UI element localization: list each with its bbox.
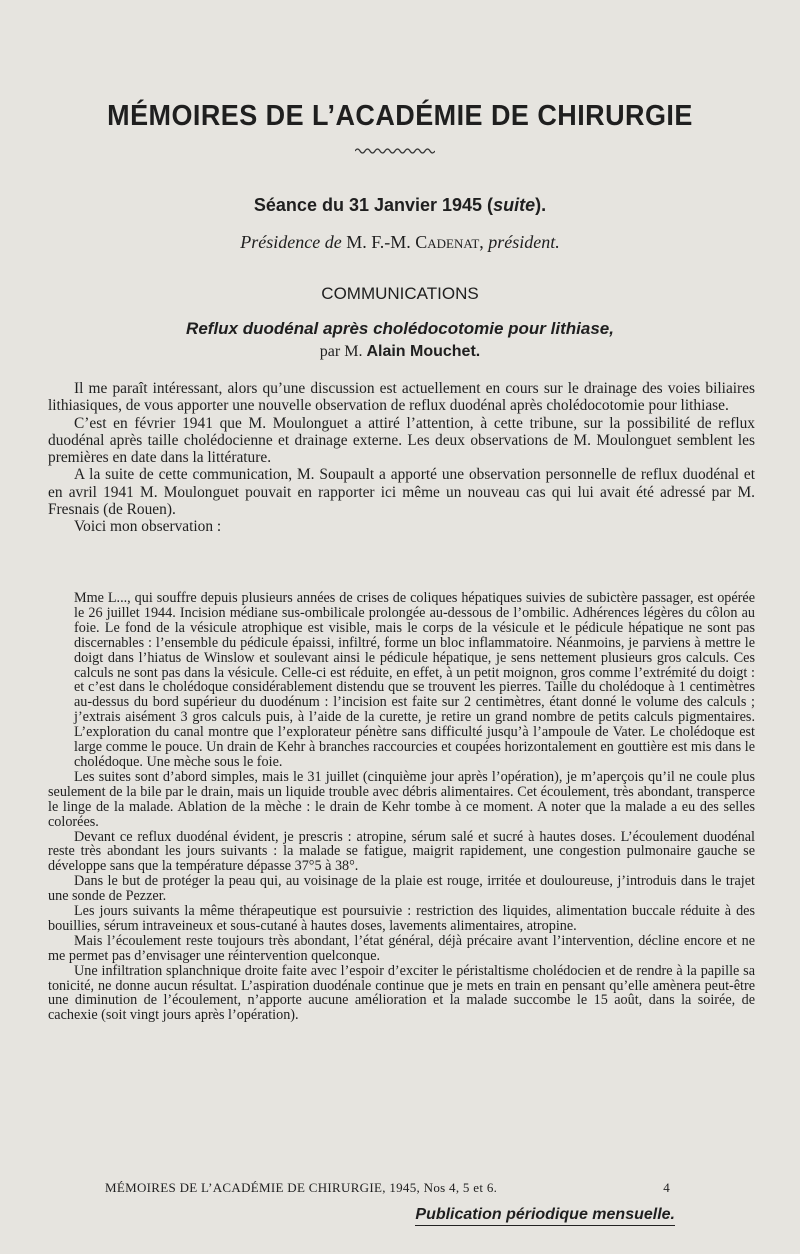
observation-paragraph: Dans le but de protéger la peau qui, au voisinage de la plaie est rouge, irritée et douloureuse, j’introduis dans le trajet une sonde de Pezzer. xyxy=(48,873,755,905)
journal-title: MÉMOIRES DE L’ACADÉMIE DE CHIRURGIE xyxy=(107,100,693,132)
session-date: Séance du 31 Janvier 1945 ( xyxy=(253,195,494,215)
byline-prefix: par M. xyxy=(319,343,363,360)
observation-paragraph: Mme L..., qui souffre depuis plusieurs années de crises de coliques hépatiques suivies de subictère passager, est opérée le 26 juillet 1944. Incision médiane sus-ombilicale prolongée au-dessous de l’ombilic. Adhérences légères du côlon au foie. Le fond de la vésicule atrophique est visible, mais le corps de la vésicule et le pédicule hépatique ne sont pas discernables : l’ensemble du pédicule épaissi, infiltré, forme un bloc inflammatoire. Néanmoins, je parviens à mettre le doigt dans l’hiatus de Winslow et soulevant ainsi le pédicule hépatique, je sens nettement plusieurs gros calculs. Ces calculs ne sont pas dans la vésicule. Celle-ci est réduite, en effet, à un petit moignon, gros comme l’extrémité du doigt : et c’est dans le cholédoque considérablement distendu que se trouvent les pierres. Taille du cholédoque à 1 centimètres au-dessus du bord supérieur du duodénum : l’incision est faite sur 2 centimètres, étant donné le volume des calculs ; j’extrais aisément 3 gros calculs puis, à l’aide de la curette, je retire un grand nombre de petits calculs pigmentaires. L’exploration du canal montre que l’explorateur pénètre sans difficulté jusqu’à l’ampoule de Vater. Le cholédoque est large comme le pouce. Un drain de Kehr à branches raccourcies et coupées horizontalement en gouttière est mis dans le cholédoque. Une mèche sous le foie. xyxy=(74,590,755,770)
footer-citation-line xyxy=(105,1180,670,1196)
byline xyxy=(0,343,800,361)
section-heading: COMMUNICATIONS xyxy=(321,284,479,303)
president-surname: Cadenat xyxy=(415,232,480,252)
intro-paragraph: Voici mon observation : xyxy=(74,518,222,536)
observation-paragraph: Une infiltration splanchnique droite faite avec l’espoir d’exciter le péristaltisme cholédocien et de rendre à la papille sa tonicité, ne donne aucun résultat. L’aspiration duodénale continue que je mets en train en pensant qu’elle amènera peut-être une diminution de l’écoulement, n’apporte aucune amélioration et la malade succombe le 15 août, dans la soirée, de cachexie (soit vingt jours après l’opération). xyxy=(48,962,755,1024)
footer-citation: MÉMOIRES DE L’ACADÉMIE DE CHIRURGIE, 1945, Nos 4, 5 et 6. xyxy=(105,1180,498,1195)
intro-paragraph: C’est en février 1941 que M. Moulonguet a attiré l’attention, à cette tribune, sur la possibilité de reflux duodénal après taille cholédocienne et drainage externe. Les deux observations de M. Moulonguet semblent les premières en date dans la littérature. xyxy=(48,414,755,467)
president-title: président. xyxy=(488,232,560,252)
page-number: 4 xyxy=(663,1180,670,1195)
wavy-ornament xyxy=(355,146,435,156)
article-title: Reflux duodénal après cholédocotomie pour lithiase, xyxy=(186,319,614,338)
session-close: ). xyxy=(535,195,547,215)
observation-paragraph: Les jours suivants la même thérapeutique est poursuivie : restriction des liquides, alimentation buccale réduite à des bouillies, sérum intraveineux et sous-cutané à hautes doses, lavements alimentaires, atropine. xyxy=(48,903,755,934)
intro-paragraph: Il me paraît intéressant, alors qu’une discussion est actuellement en cours sur le drainage des voies biliaires lithiasiques, de vous apporter une nouvelle observation de reflux duodénal après cholédocotomie pour lithiase. xyxy=(48,380,755,415)
observation-paragraph: Devant ce reflux duodénal évident, je prescris : atropine, sérum salé et sucré à hautes doses. L’écoulement duodénal reste très abondant les jours suivants : la malade se fatigue, maigrit rapidement, une congestion pulmonaire gauche se développe sans que la température dépasse 37°5 à 38°. xyxy=(48,828,755,875)
observation-paragraph: Mais l’écoulement reste toujours très abondant, l’état général, déjà précaire avant l’intervention, décline encore et ne me permet pas d’envisager une réintervention quelconque. xyxy=(48,932,755,964)
intro-text xyxy=(48,380,755,536)
observation-paragraph: Les suites sont d’abord simples, mais le 31 juillet (cinquième jour après l’opération), je m’aperçois qu’il ne coule plus seulement de la bile par le drain, mais un liquide trouble avec débris alimentaires. Cet écoulement, très abondant, transperce le linge de la malade. Ablation de la mèche : le drain de Kehr tombe à ce moment. A noter que la malade a eu des selles colorées. xyxy=(48,768,755,830)
observation-text xyxy=(48,591,755,1023)
president-initials: M. F.-M. xyxy=(346,232,411,252)
presidency-line: Présidence de M. F.-M. Cadenat, président. xyxy=(240,232,560,252)
session-suite: suite xyxy=(493,195,536,215)
author-name: Alain Mouchet. xyxy=(366,343,481,360)
intro-paragraph: A la suite de cette communication, M. Soupault a apporté une observation personnelle de reflux duodénal et en avril 1941 M. Moulonguet pouvait en rapporter ici même un nouveau cas qui lui avait été adressé par M. Fresnais (de Rouen). xyxy=(48,466,755,519)
publication-note: Publication périodique mensuelle. xyxy=(415,1206,675,1226)
presidency-prefix: Présidence de xyxy=(240,232,342,252)
session-heading xyxy=(0,195,800,216)
